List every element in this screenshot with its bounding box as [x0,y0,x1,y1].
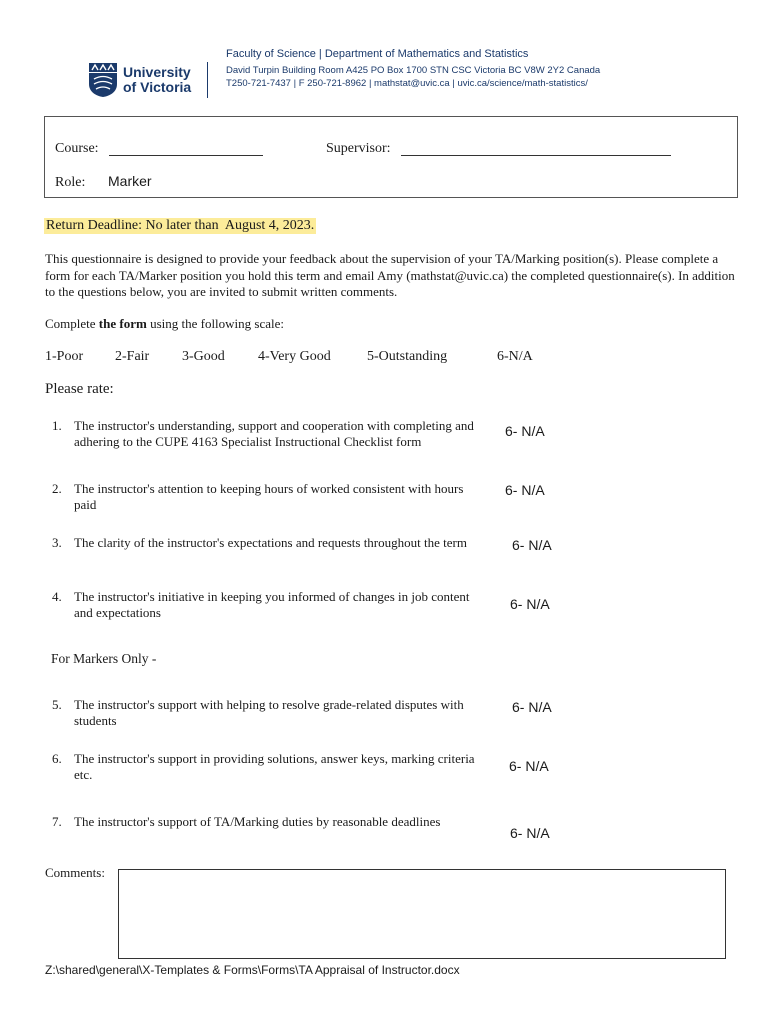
markers-only-heading: For Markers Only - [51,651,157,666]
question-text: The instructor's initiative in keeping you informed of changes in job content and expectations [74,589,470,620]
question-answer[interactable]: 6- N/A [505,482,545,498]
course-field[interactable] [109,155,263,156]
question-number: 3. [52,535,62,550]
supervisor-label: Supervisor: [326,141,391,156]
logo-line2: of Victoria [123,79,192,95]
rating-scale [0,349,770,369]
question-text: The instructor's attention to keeping hours of worked consistent with hours paid [74,481,464,512]
scale-4: 4-Very Good [258,349,331,364]
question-number: 6. [52,751,62,766]
role-label: Role: [55,175,86,190]
footer-file-path: Z:\shared\general\X-Templates & Forms\Forms\TA Appraisal of Instructor.docx [45,963,460,977]
question-text: The instructor's support of TA/Marking duties by reasonable deadlines [74,814,441,829]
scale-2: 2-Fair [115,349,150,364]
question-number: 2. [52,481,62,496]
question-number: 7. [52,814,62,829]
faculty-line: Faculty of Science | Department of Mathematics and Statistics [226,48,529,60]
header-divider [207,62,208,98]
scale-6: 6-N/A [497,349,533,364]
scale-5: 5-Outstanding [367,349,448,364]
question-answer[interactable]: 6- N/A [505,423,545,439]
university-logo [88,61,198,101]
comments-label: Comments: [45,865,105,880]
comments-field[interactable] [118,869,726,959]
scale-1: 1-Poor [45,349,84,364]
question-answer[interactable]: 6- N/A [510,596,550,612]
role-field[interactable]: Marker [108,173,152,189]
address-line: David Turpin Building Room A425 PO Box 1700 STN CSC Victoria BC V8W 2Y2 Canada [226,65,601,76]
please-rate-heading: Please rate: [45,381,114,397]
question-number: 4. [52,589,62,604]
contact-line: T250-721-7437 | F 250-721-8962 | mathstat@uvic.ca | uvic.ca/science/math-statistics/ [226,78,588,89]
scale-3: 3-Good [182,349,225,364]
question-number: 1. [52,418,62,433]
question-answer[interactable]: 6- N/A [510,825,550,841]
question-text: The instructor's support with helping to resolve grade-related disputes with students [74,697,464,728]
supervisor-field[interactable] [401,155,671,156]
question-text: The instructor's understanding, support and cooperation with completing and adhering to the CUPE 4163 Specialist Instructional Checklist form [74,418,474,449]
question-answer[interactable]: 6- N/A [509,758,549,774]
question-answer[interactable]: 6- N/A [512,537,552,553]
course-label: Course: [55,141,99,156]
intro-paragraph: This questionnaire is designed to provide your feedback about the supervision of your TA/Marking position(s). Please complete a form for each TA/Marker position you hold this term and email Amy (mathstat@uvic.ca) the completed questionnaire(s). In addition to the questions below, you are invited to submit written comments. [45,251,735,299]
question-text: The instructor's support in providing solutions, answer keys, marking criteria etc. [74,751,475,782]
logo-line1: University [123,64,191,80]
question-text: The clarity of the instructor's expectations and requests throughout the term [74,535,467,550]
question-number: 5. [52,697,62,712]
scale-instruction: Complete the form using the following scale: [45,316,285,331]
question-answer[interactable]: 6- N/A [512,699,552,715]
uvic-crest-icon [88,62,118,98]
return-deadline: Return Deadline: No later than August 4, 2023. [46,218,315,233]
